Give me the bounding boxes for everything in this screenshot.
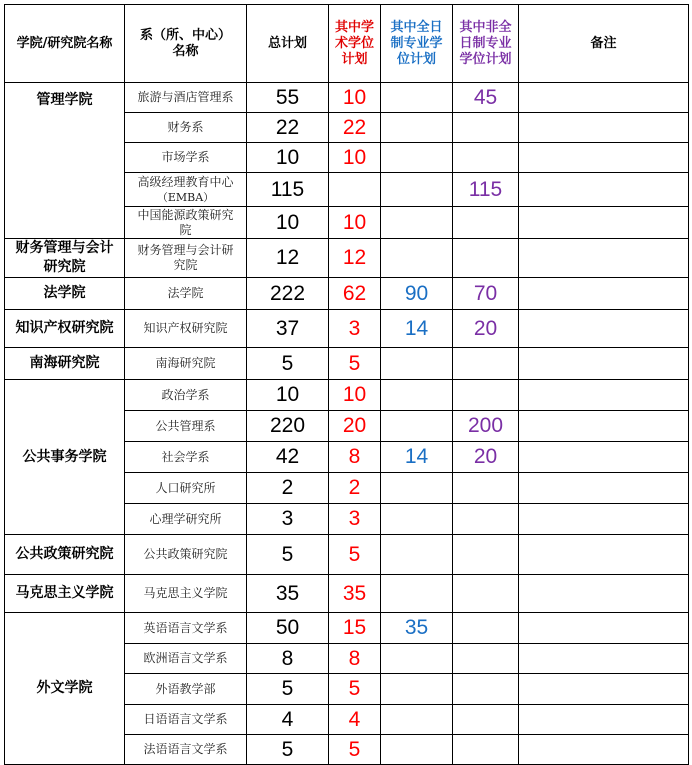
school-name: 公共政策研究院 bbox=[5, 535, 125, 575]
total-plan: 5 bbox=[247, 535, 329, 575]
total-plan: 10 bbox=[247, 207, 329, 239]
fulltime-plan bbox=[381, 411, 453, 442]
academic-plan: 5 bbox=[329, 535, 381, 575]
fulltime-plan bbox=[381, 575, 453, 613]
remarks-cell bbox=[519, 310, 689, 348]
enrollment-plan-table bbox=[4, 4, 689, 765]
remarks-cell bbox=[519, 207, 689, 239]
remarks-cell bbox=[519, 674, 689, 705]
table-row bbox=[5, 380, 689, 411]
parttime-plan bbox=[453, 613, 519, 644]
fulltime-plan bbox=[381, 113, 453, 143]
total-plan: 35 bbox=[247, 575, 329, 613]
dept-name: 旅游与酒店管理系 bbox=[125, 83, 247, 113]
parttime-plan bbox=[453, 113, 519, 143]
parttime-plan: 20 bbox=[453, 442, 519, 473]
table-row bbox=[5, 278, 689, 310]
academic-plan: 10 bbox=[329, 207, 381, 239]
school-name: 法学院 bbox=[5, 278, 125, 310]
dept-name: 高级经理教育中心 （EMBA） bbox=[125, 173, 247, 207]
header-remarks: 备注 bbox=[519, 5, 689, 83]
parttime-plan bbox=[453, 473, 519, 504]
academic-plan: 62 bbox=[329, 278, 381, 310]
parttime-plan bbox=[453, 143, 519, 173]
academic-plan: 5 bbox=[329, 348, 381, 380]
fulltime-plan bbox=[381, 143, 453, 173]
fulltime-plan bbox=[381, 735, 453, 765]
total-plan: 12 bbox=[247, 239, 329, 278]
parttime-plan bbox=[453, 380, 519, 411]
remarks-cell bbox=[519, 278, 689, 310]
school-name: 财务管理与会计 研究院 bbox=[5, 239, 125, 278]
total-plan: 5 bbox=[247, 348, 329, 380]
parttime-plan: 45 bbox=[453, 83, 519, 113]
table-row bbox=[5, 613, 689, 644]
fulltime-plan bbox=[381, 173, 453, 207]
parttime-plan: 115 bbox=[453, 173, 519, 207]
remarks-cell bbox=[519, 411, 689, 442]
total-plan: 220 bbox=[247, 411, 329, 442]
dept-name: 南海研究院 bbox=[125, 348, 247, 380]
dept-name: 法学院 bbox=[125, 278, 247, 310]
academic-plan: 10 bbox=[329, 83, 381, 113]
remarks-cell bbox=[519, 613, 689, 644]
total-plan: 10 bbox=[247, 380, 329, 411]
academic-plan: 20 bbox=[329, 411, 381, 442]
dept-name: 公共管理系 bbox=[125, 411, 247, 442]
academic-plan: 3 bbox=[329, 504, 381, 535]
school-name: 知识产权研究院 bbox=[5, 310, 125, 348]
remarks-cell bbox=[519, 473, 689, 504]
total-plan: 5 bbox=[247, 735, 329, 765]
parttime-plan: 70 bbox=[453, 278, 519, 310]
fulltime-plan bbox=[381, 535, 453, 575]
fulltime-plan: 35 bbox=[381, 613, 453, 644]
dept-name: 市场学系 bbox=[125, 143, 247, 173]
total-plan: 222 bbox=[247, 278, 329, 310]
table-row bbox=[5, 535, 689, 575]
total-plan: 55 bbox=[247, 83, 329, 113]
table-row bbox=[5, 310, 689, 348]
dept-name: 财务管理与会计研 究院 bbox=[125, 239, 247, 278]
remarks-cell bbox=[519, 113, 689, 143]
academic-plan: 10 bbox=[329, 143, 381, 173]
parttime-plan bbox=[453, 504, 519, 535]
remarks-cell bbox=[519, 143, 689, 173]
school-name: 马克思主义学院 bbox=[5, 575, 125, 613]
remarks-cell bbox=[519, 83, 689, 113]
remarks-cell bbox=[519, 535, 689, 575]
fulltime-plan bbox=[381, 83, 453, 113]
dept-name: 欧洲语言文学系 bbox=[125, 644, 247, 674]
total-plan: 5 bbox=[247, 674, 329, 705]
fulltime-plan: 90 bbox=[381, 278, 453, 310]
academic-plan: 5 bbox=[329, 674, 381, 705]
dept-name: 公共政策研究院 bbox=[125, 535, 247, 575]
school-name: 管理学院 bbox=[5, 83, 125, 239]
academic-plan: 35 bbox=[329, 575, 381, 613]
fulltime-plan bbox=[381, 380, 453, 411]
academic-plan bbox=[329, 173, 381, 207]
dept-name: 人口研究所 bbox=[125, 473, 247, 504]
academic-plan: 8 bbox=[329, 442, 381, 473]
fulltime-plan bbox=[381, 674, 453, 705]
total-plan: 42 bbox=[247, 442, 329, 473]
dept-name: 中国能源政策研究 院 bbox=[125, 207, 247, 239]
academic-plan: 22 bbox=[329, 113, 381, 143]
dept-name: 知识产权研究院 bbox=[125, 310, 247, 348]
table-row bbox=[5, 239, 689, 278]
total-plan: 50 bbox=[247, 613, 329, 644]
total-plan: 115 bbox=[247, 173, 329, 207]
header-fulltime: 其中全日 制专业学 位计划 bbox=[381, 5, 453, 83]
remarks-cell bbox=[519, 735, 689, 765]
table-row bbox=[5, 348, 689, 380]
parttime-plan bbox=[453, 644, 519, 674]
dept-name: 财务系 bbox=[125, 113, 247, 143]
academic-plan: 8 bbox=[329, 644, 381, 674]
school-name: 外文学院 bbox=[5, 613, 125, 765]
dept-name: 日语语言文学系 bbox=[125, 705, 247, 735]
remarks-cell bbox=[519, 380, 689, 411]
academic-plan: 12 bbox=[329, 239, 381, 278]
academic-plan: 4 bbox=[329, 705, 381, 735]
parttime-plan: 200 bbox=[453, 411, 519, 442]
academic-plan: 2 bbox=[329, 473, 381, 504]
header-academic: 其中学 术学位 计划 bbox=[329, 5, 381, 83]
parttime-plan: 20 bbox=[453, 310, 519, 348]
header-dept: 系（所、中心） 名称 bbox=[125, 5, 247, 83]
parttime-plan bbox=[453, 674, 519, 705]
remarks-cell bbox=[519, 348, 689, 380]
total-plan: 22 bbox=[247, 113, 329, 143]
dept-name: 社会学系 bbox=[125, 442, 247, 473]
total-plan: 2 bbox=[247, 473, 329, 504]
school-name: 南海研究院 bbox=[5, 348, 125, 380]
academic-plan: 10 bbox=[329, 380, 381, 411]
fulltime-plan bbox=[381, 504, 453, 535]
fulltime-plan bbox=[381, 348, 453, 380]
remarks-cell bbox=[519, 239, 689, 278]
dept-name: 法语语言文学系 bbox=[125, 735, 247, 765]
dept-name: 外语教学部 bbox=[125, 674, 247, 705]
remarks-cell bbox=[519, 504, 689, 535]
fulltime-plan bbox=[381, 239, 453, 278]
academic-plan: 5 bbox=[329, 735, 381, 765]
fulltime-plan bbox=[381, 207, 453, 239]
academic-plan: 15 bbox=[329, 613, 381, 644]
academic-plan: 3 bbox=[329, 310, 381, 348]
remarks-cell bbox=[519, 173, 689, 207]
parttime-plan bbox=[453, 735, 519, 765]
parttime-plan bbox=[453, 535, 519, 575]
fulltime-plan bbox=[381, 705, 453, 735]
total-plan: 37 bbox=[247, 310, 329, 348]
parttime-plan bbox=[453, 348, 519, 380]
parttime-plan bbox=[453, 705, 519, 735]
table-row bbox=[5, 575, 689, 613]
header-school: 学院/研究院名称 bbox=[5, 5, 125, 83]
school-name: 公共事务学院 bbox=[5, 380, 125, 535]
header-parttime: 其中非全 日制专业 学位计划 bbox=[453, 5, 519, 83]
remarks-cell bbox=[519, 644, 689, 674]
total-plan: 4 bbox=[247, 705, 329, 735]
dept-name: 政治学系 bbox=[125, 380, 247, 411]
remarks-cell bbox=[519, 705, 689, 735]
remarks-cell bbox=[519, 442, 689, 473]
fulltime-plan: 14 bbox=[381, 442, 453, 473]
dept-name: 马克思主义学院 bbox=[125, 575, 247, 613]
fulltime-plan: 14 bbox=[381, 310, 453, 348]
header-row bbox=[5, 5, 689, 83]
total-plan: 3 bbox=[247, 504, 329, 535]
header-total: 总计划 bbox=[247, 5, 329, 83]
dept-name: 英语语言文学系 bbox=[125, 613, 247, 644]
parttime-plan bbox=[453, 239, 519, 278]
table-row bbox=[5, 83, 689, 113]
parttime-plan bbox=[453, 207, 519, 239]
total-plan: 10 bbox=[247, 143, 329, 173]
total-plan: 8 bbox=[247, 644, 329, 674]
dept-name: 心理学研究所 bbox=[125, 504, 247, 535]
fulltime-plan bbox=[381, 473, 453, 504]
fulltime-plan bbox=[381, 644, 453, 674]
parttime-plan bbox=[453, 575, 519, 613]
remarks-cell bbox=[519, 575, 689, 613]
